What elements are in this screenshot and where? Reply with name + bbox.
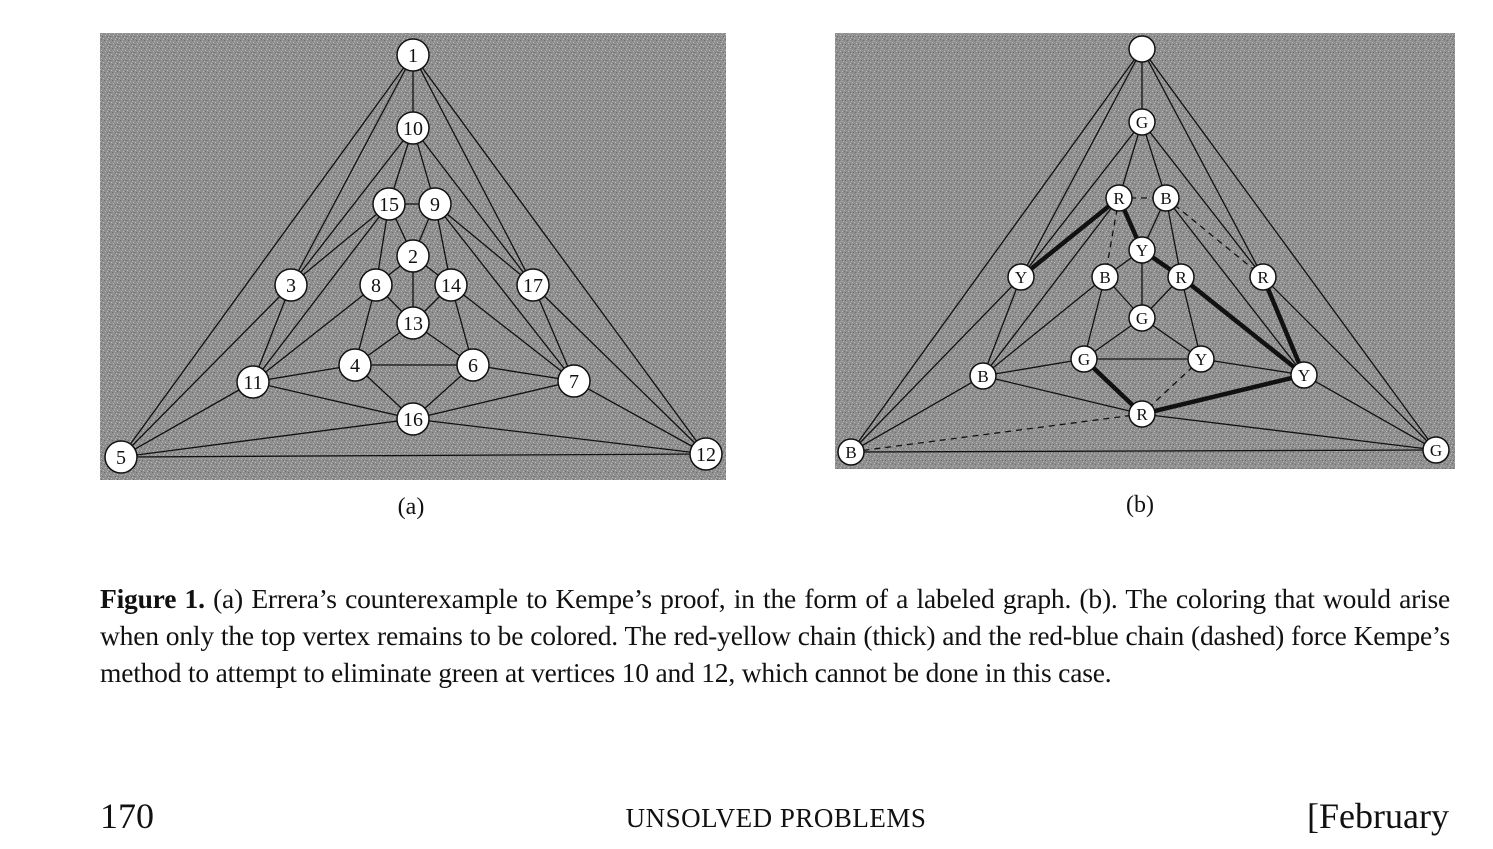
- graph-vertex: [838, 439, 864, 465]
- graph-vertex: [419, 188, 451, 220]
- vertex-label: B: [1160, 189, 1172, 209]
- graph-a: [100, 33, 726, 480]
- vertex-label: B: [845, 443, 857, 463]
- graph-vertex: [690, 438, 722, 470]
- vertex-label: 11: [243, 372, 263, 395]
- issue-month: [February: [1307, 796, 1449, 836]
- figure-panel-a: [100, 33, 726, 480]
- graph-vertex: [1423, 437, 1449, 463]
- graph-vertex: [1291, 362, 1317, 388]
- vertex-label: R: [1257, 268, 1269, 288]
- graph-vertex: [397, 112, 429, 144]
- vertex-label: G: [1135, 309, 1149, 329]
- vertex-label: 14: [441, 275, 461, 298]
- graph-vertex: [360, 269, 392, 301]
- vertex-label: 7: [569, 371, 579, 394]
- panel-b-label: (b): [1126, 492, 1154, 518]
- vertex-label: G: [1429, 441, 1443, 461]
- running-head: UNSOLVED PROBLEMS: [625, 803, 927, 833]
- graph-vertex: [397, 307, 429, 339]
- vertex-label: 3: [286, 275, 296, 298]
- vertex-label: 10: [403, 118, 423, 141]
- vertex-label: G: [1135, 113, 1149, 133]
- vertex-label: G: [1077, 350, 1091, 370]
- graph-vertex: [1106, 185, 1132, 211]
- graph-vertex: [1153, 185, 1179, 211]
- graph-vertex: [397, 39, 429, 71]
- vertex-label: 9: [430, 194, 440, 217]
- vertex-label: 16: [403, 409, 423, 432]
- vertex-label: B: [977, 367, 989, 387]
- graph-vertex: [1008, 264, 1034, 290]
- vertex-label: R: [1136, 405, 1148, 425]
- graph-vertex: [339, 349, 371, 381]
- vertex-label: R: [1113, 189, 1125, 209]
- vertex-label: 5: [116, 447, 126, 470]
- graph-vertex: [1129, 36, 1155, 62]
- vertex-label: 13: [403, 313, 423, 336]
- vertex-label: Y: [1194, 350, 1208, 370]
- graph-vertex: [105, 441, 137, 473]
- graph-vertex: [373, 188, 405, 220]
- graph-vertex: [397, 403, 429, 435]
- graph-vertex: [1250, 264, 1276, 290]
- graph-vertex: [558, 365, 590, 397]
- vertex-label: Y: [1297, 366, 1311, 386]
- caption-text: (a) Errera’s counterexample to Kempe’s proof, in the form of a labeled graph. (b). The coloring that would arise when only the top vertex remains to be colored. The red-yellow chain (thick) and the red-blue chain (dashed) force Kempe’s method to attempt to eliminate green at vertices 10 and 12, which cannot be done in this case.: [100, 583, 1450, 688]
- figure-panel-b: [835, 33, 1455, 469]
- panel-a-label: (a): [397, 494, 425, 520]
- vertex-label: 4: [350, 355, 360, 378]
- graph-vertex: [1129, 237, 1155, 263]
- vertex-label: 15: [379, 194, 399, 217]
- graph-vertex: [1129, 305, 1155, 331]
- vertex-label: Y: [1135, 241, 1149, 261]
- graph-vertex: [970, 363, 996, 389]
- graph-vertex: [1188, 346, 1214, 372]
- vertex-circle: [1129, 36, 1155, 62]
- vertex-label: B: [1099, 268, 1111, 288]
- vertex-label: 12: [696, 444, 716, 467]
- graph-vertex: [1092, 264, 1118, 290]
- graph-vertex: [435, 269, 467, 301]
- page-number: 170: [100, 796, 154, 836]
- graph-b: [835, 33, 1455, 469]
- graph-vertex: [275, 269, 307, 301]
- vertex-label: R: [1175, 268, 1187, 288]
- graph-vertex: [517, 269, 549, 301]
- vertex-label: 2: [408, 246, 418, 269]
- figure-caption: [100, 580, 1450, 691]
- vertex-label: 6: [468, 355, 478, 378]
- vertex-label: 1: [408, 45, 418, 68]
- caption-label: Figure 1.: [100, 583, 205, 614]
- graph-vertex: [1129, 109, 1155, 135]
- graph-vertex: [457, 349, 489, 381]
- graph-vertex: [397, 240, 429, 272]
- vertex-label: 17: [523, 275, 543, 298]
- graph-vertex: [237, 366, 269, 398]
- graph-vertex: [1168, 264, 1194, 290]
- graph-vertex: [1129, 401, 1155, 427]
- vertex-label: Y: [1014, 268, 1028, 288]
- graph-vertex: [1071, 346, 1097, 372]
- vertex-label: 8: [371, 275, 381, 298]
